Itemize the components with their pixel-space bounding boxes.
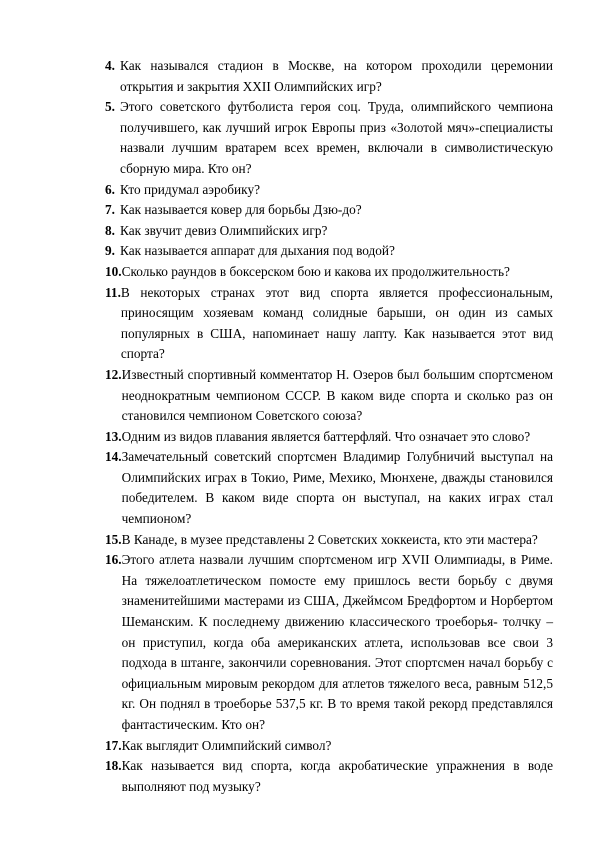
- question-number: 9.: [105, 243, 115, 259]
- question-item: [105, 427, 553, 448]
- question-text: В Канаде, в музее представлены 2 Советских хоккеиста, кто эти мастера?: [121, 531, 538, 547]
- question-number: 14.: [105, 449, 122, 465]
- question-text: Как называется аппарат для дыхания под водой?: [120, 243, 395, 259]
- question-number: 11.: [105, 284, 121, 300]
- question-item: [105, 97, 553, 179]
- question-number: 10.: [105, 263, 122, 279]
- question-number: 7.: [105, 202, 115, 218]
- question-item: [105, 262, 553, 283]
- question-item: [105, 241, 553, 262]
- question-text: Известный спортивный комментатор Н. Озеров был большим спортсменом неоднократным чемпионом СССР. В каком виде спорта и сколько раз он становился чемпионом Советского союза?: [121, 366, 553, 424]
- question-text: Как называется вид спорта, когда акробатические упражнения в воде выполняют под музыку?: [121, 758, 553, 794]
- question-number: 4.: [105, 58, 115, 73]
- question-number: 8.: [105, 222, 115, 238]
- question-item: [105, 530, 553, 551]
- question-text: Кто придумал аэробику?: [120, 181, 261, 197]
- question-item: [105, 200, 553, 221]
- question-number: 12.: [105, 366, 122, 382]
- question-item: [105, 756, 553, 797]
- question-number: 16.: [105, 552, 122, 568]
- question-item: [105, 283, 553, 365]
- question-number: 17.: [105, 737, 122, 753]
- question-number: 18.: [105, 758, 122, 774]
- question-text: Как выглядит Олимпийский символ?: [121, 737, 332, 753]
- question-number: 5.: [105, 99, 115, 115]
- question-text: Одним из видов плавания является баттерфляй. Что означает это слово?: [121, 428, 531, 444]
- question-text: Замечательный советский спортсмен Владимир Голубничий выступал на Олимпийских играх в Токио, Риме, Мехико, Мюнхене, дважды становился победителем. В каком виде спорта он выступал, на каких играх стал чемпионом?: [121, 449, 553, 527]
- question-item: [105, 550, 553, 735]
- question-item: [105, 56, 553, 97]
- question-text: Как назывался стадион в Москве, на котором проходили церемонии открытия и закрытия XXII Олимпийских игр?: [120, 58, 553, 94]
- question-item: [105, 180, 553, 201]
- question-list: [105, 56, 553, 797]
- question-text: Этого атлета назвали лучшим спортсменом игр XVII Олимпиады, в Риме. На тяжелоатлетическом помосте ему пришлось вести борьбу с двумя знаменитейшими мастерами из США, Джеймсом Бредфортом и Норбертом Шеманским. К последнему движению классического троеборья- толчку – он приступил, когда оба американских атлета, использовав все свои 3 подхода в штанге, закончили соревнования. Этот спортсмен начал борьбу с официальным мировым рекордом для атлетов тяжелого веса, равным 512,5 кг. Он поднял в троеборье 537,5 кг. В то время такой рекорд представлялся фантастическим. Кто он?: [121, 552, 553, 732]
- question-text: Этого советского футболиста героя соц. Труда, олимпийского чемпиона получившего, как лучший игрок Европы приз «Золотой мяч»-специалисты назвали лучшим вратарем всех времен, включали в символистическую сборную мира. Кто он?: [120, 99, 553, 176]
- question-number: 6.: [105, 181, 115, 197]
- question-item: [105, 447, 553, 529]
- question-text: В некоторых странах этот вид спорта является профессиональным, приносящим хозяевам команд солидные барыши, он один из самых популярных в США, напоминает нашу лапту. Как называется этот вид спорта?: [120, 284, 553, 362]
- question-number: 15.: [105, 531, 122, 547]
- question-text: Как называется ковер для борьбы Дзю-до?: [120, 202, 362, 218]
- question-item: [105, 736, 553, 757]
- question-text: Сколько раундов в боксерском бою и какова их продолжительность?: [121, 263, 510, 279]
- question-text: Как звучит девиз Олимпийских игр?: [120, 222, 328, 238]
- question-item: [105, 365, 553, 427]
- question-number: 13.: [105, 428, 122, 444]
- question-item: [105, 221, 553, 242]
